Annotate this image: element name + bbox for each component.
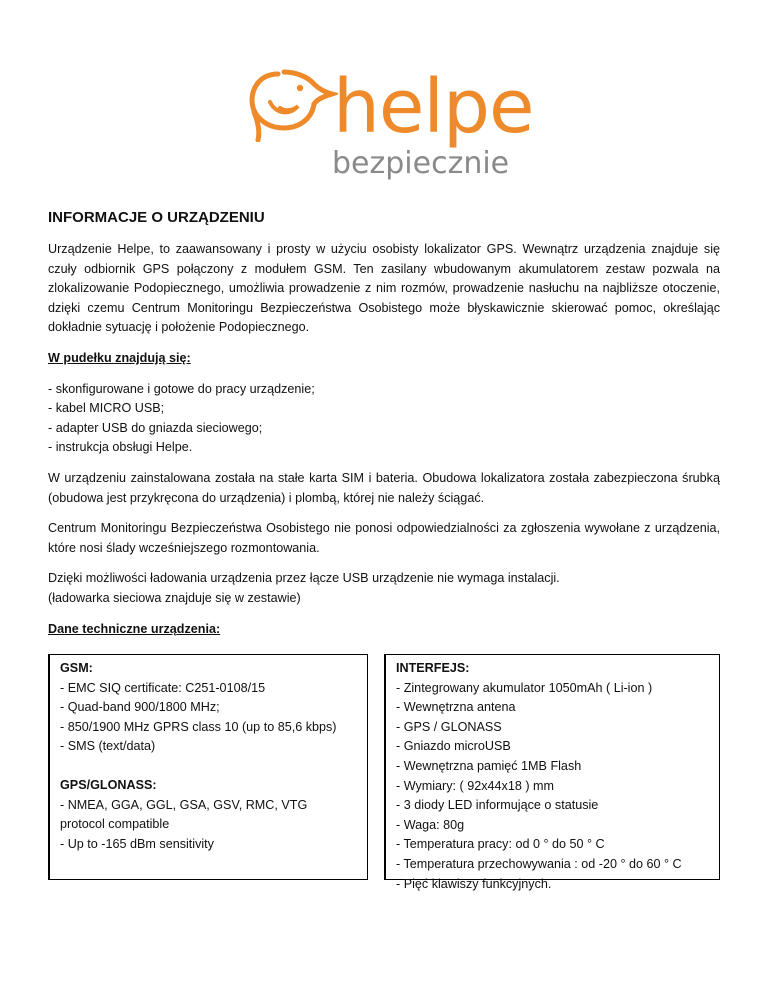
list-item: - instrukcja obsługi Helpe. <box>48 440 193 455</box>
brand-name: helpe <box>333 64 534 150</box>
sim-paragraph: W urządzeniu zainstalowana została na stałe karta SIM i bateria. Obudowa lokalizatora została zabezpieczona śrubką (obudowa jest przykręcona do urządzenia) i plombą, której nie należy ściągać. <box>48 470 720 505</box>
box-contents-heading <box>48 349 720 369</box>
interface-title: INTERFEJS: <box>396 661 470 675</box>
page-title: INFORMACJE O URZĄDZENIU <box>48 209 265 226</box>
spacer <box>60 757 367 776</box>
spec-line: - 3 diody LED informujące o statusie <box>396 798 599 813</box>
spec-line: - Zintegrowany akumulator 1050mAh ( Li-ion ) <box>396 680 653 695</box>
spec-line: - Temperatura przechowywania : od -20 ° do 60 ° C <box>396 856 682 871</box>
tech-heading <box>48 620 720 640</box>
gsm-title: GSM: <box>60 661 93 675</box>
interface-box <box>384 654 720 891</box>
bird-logo-icon <box>248 62 338 142</box>
liability-paragraph: Centrum Monitoringu Bezpieczeństwa Osobistego nie ponosi odpowiedzialności za zgłoszenia wywołane z urządzenia, które nosi ślady wcześniejszego rozmontowania. <box>48 521 720 555</box>
helpe-logo <box>248 62 534 192</box>
document-body <box>48 208 720 639</box>
box-contents-list <box>48 380 720 458</box>
spec-line: - 850/1900 MHz GPRS class 10 (up to 85,6 kbps) <box>60 719 337 734</box>
tech-heading-text: Dane techniczne urządzenia: <box>48 621 221 636</box>
spec-line: - Up to -165 dBm sensitivity <box>60 836 214 851</box>
usb-paragraph-line1: Dzięki możliwości ładowania urządzenia przez łącze USB urządzenie nie wymaga instalacji. <box>48 571 560 586</box>
gps-title: GPS/GLONASS: <box>60 777 157 792</box>
spec-line: - EMC SIQ certificate: C251-0108/15 <box>60 680 266 695</box>
list-item: - adapter USB do gniazda sieciowego; <box>48 420 263 435</box>
list-item: - skonfigurowane i gotowe do pracy urządzenie; <box>48 381 315 396</box>
intro-paragraph: Urządzenie Helpe, to zaawansowany i prosty w użyciu osobisty lokalizator GPS. Wewnątrz urządzenia znajduje się czuły odbiornik GPS połączony z modułem GSM. Ten zasilany wbudowanym akumulatorem zestaw pozwala na zlokalizowanie Podopiecznego, umożliwia prowadzenie z nim rozmów, prowadzenie nasłuchu na najbliższe otoczenie, dzięki czemu Centrum Monitoringu Bezpieczeństwa Osobistego może błyskawicznie skierować pomoc, określając dokładnie sytuację i położenie Podopiecznego. <box>48 242 720 335</box>
list-item: - kabel MICRO USB; <box>48 401 165 416</box>
tech-specs <box>48 654 720 891</box>
spec-line: protocol compatible <box>60 817 170 832</box>
spec-line: - Pięć klawiszy funkcyjnych. <box>396 876 552 891</box>
usb-paragraph-line2: (ładowarka sieciowa znajduje się w zestawie) <box>48 590 301 605</box>
spec-line: - GPS / GLONASS <box>396 719 502 734</box>
spec-line: - SMS (text/data) <box>60 739 156 754</box>
spec-line: - Waga: 80g <box>396 817 465 832</box>
spec-line: - Wymiary: ( 92x44x18 ) mm <box>396 778 555 793</box>
spec-line: - NMEA, GGA, GGL, GSA, GSV, RMC, VTG <box>60 797 308 812</box>
spec-line: - Gniazdo microUSB <box>396 739 511 754</box>
box-contents-heading-text: W pudełku znajdują się: <box>48 350 191 365</box>
gsm-gps-box <box>48 654 368 880</box>
spec-line: - Quad-band 900/1800 MHz; <box>60 700 220 715</box>
spec-line: - Temperatura pracy: od 0 ° do 50 ° C <box>396 837 605 852</box>
brand-tagline: bezpiecznie <box>332 146 510 181</box>
spec-line: - Wewnętrzna pamięć 1MB Flash <box>396 758 582 773</box>
spec-line: - Wewnętrzna antena <box>396 700 516 715</box>
